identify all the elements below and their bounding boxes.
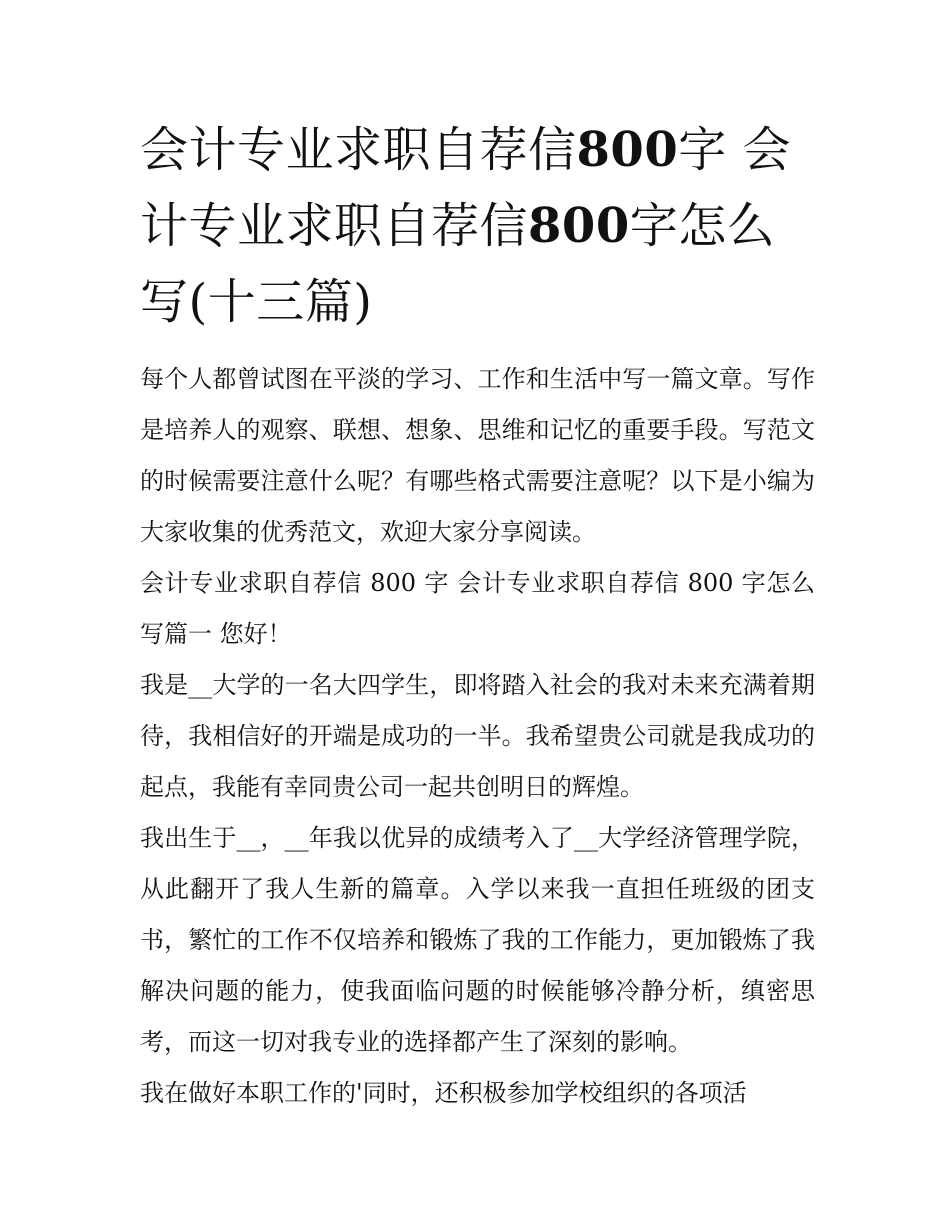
title-text-3: 字怎么写(十三篇) — [140, 198, 776, 330]
paragraph-intro: 每个人都曾试图在平淡的学习、工作和生活中写一篇文章。写作是培养人的观察、联想、想象、思维和记忆的重要手段。写范文的时候需要注意什么呢？有哪些格式需要注意呢？以下是小编为大家收集的优秀范文，欢迎大家分享阅读。 — [140, 365, 815, 546]
title-text-1: 会计专业求职自荐信 — [140, 122, 577, 178]
paragraph-activities: 我在做好本职工作的'同时，还积极参加学校组织的各项活 — [140, 1079, 747, 1107]
title-number-2: 800 — [528, 198, 630, 254]
title-text-2: 字 会计专业求职自荐信 — [140, 122, 791, 254]
document-title — [140, 112, 815, 340]
document-page — [140, 112, 815, 1119]
paragraph-background: 我出生于__，__年我以优异的成绩考入了__大学经济管理学院，从此翻开了我人生新的篇章。入学以来我一直担任班级的团支书，繁忙的工作不仅培养和锻炼了我的工作能力，更加锻炼了我解决问题的能力，使我面临问题的时候能够冷静分析，缜密思考，而这一切对我专业的选择都产生了深刻的影响。 — [140, 824, 815, 1056]
paragraph-self-intro: 我是__大学的一名大四学生，即将踏入社会的我对未来充满着期待，我相信好的开端是成功的一半。我希望贵公司就是我成功的起点，我能有幸同贵公司一起共创明日的辉煌。 — [140, 671, 815, 801]
title-number-1: 800 — [576, 122, 679, 178]
paragraph-heading-line: 会计专业求职自荐信 800 字 会计专业求职自荐信 800 字怎么写篇一 您好！ — [140, 569, 815, 648]
